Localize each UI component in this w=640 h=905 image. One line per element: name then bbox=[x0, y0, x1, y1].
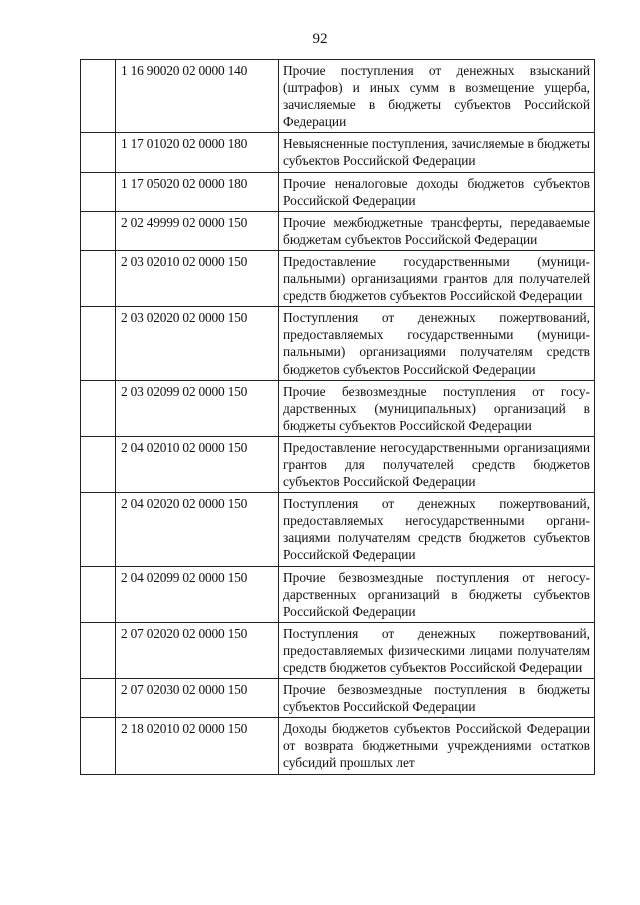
table-row bbox=[81, 718, 595, 774]
budget-classification-code: 2 02 49999 02 0000 150 bbox=[116, 211, 279, 250]
table-row bbox=[81, 380, 595, 436]
revenue-description: Поступления от денежных пожертвований, предоставляемых государственными (муниципальными) организациями получателям средств бюджетов субъектов Российской Федерации bbox=[279, 307, 595, 380]
table-row bbox=[81, 679, 595, 718]
revenue-description: Доходы бюджетов субъектов Российской Федерации от возврата бюджетными учреждениями остатков субсидий прошлых лет bbox=[279, 718, 595, 774]
admin-code-cell bbox=[81, 679, 116, 718]
admin-code-cell bbox=[81, 172, 116, 211]
admin-code-cell bbox=[81, 622, 116, 678]
budget-classification-code: 2 18 02010 02 0000 150 bbox=[116, 718, 279, 774]
budget-classification-code: 2 03 02099 02 0000 150 bbox=[116, 380, 279, 436]
budget-classification-code: 2 07 02030 02 0000 150 bbox=[116, 679, 279, 718]
revenue-description: Прочие безвозмездные поступления в бюджеты субъектов Российской Федерации bbox=[279, 679, 595, 718]
revenue-description: Прочие поступления от денежных взысканий (штрафов) и иных сумм в возмещение ущерба, зачисляемые в бюджеты субъектов Российской Федерации bbox=[279, 60, 595, 133]
admin-code-cell bbox=[81, 211, 116, 250]
revenue-description: Прочие безвозмездные поступления от государственных (муниципальных) организаций в бюджеты субъектов Российской Федерации bbox=[279, 380, 595, 436]
admin-code-cell bbox=[81, 493, 116, 566]
revenue-description: Прочие межбюджетные трансферты, передаваемые бюджетам субъектов Российской Федерации bbox=[279, 211, 595, 250]
admin-code-cell bbox=[81, 133, 116, 172]
budget-classification-code: 2 04 02010 02 0000 150 bbox=[116, 436, 279, 492]
budget-classification-code: 2 04 02099 02 0000 150 bbox=[116, 566, 279, 622]
table-row bbox=[81, 250, 595, 306]
admin-code-cell bbox=[81, 566, 116, 622]
revenue-description: Поступления от денежных пожертвований, предоставляемых физическими лицами получателям средств бюджетов субъектов Российской Федерации bbox=[279, 622, 595, 678]
admin-code-cell bbox=[81, 250, 116, 306]
table-row bbox=[81, 307, 595, 380]
table-row bbox=[81, 60, 595, 133]
admin-code-cell bbox=[81, 60, 116, 133]
table-row bbox=[81, 133, 595, 172]
revenue-description: Предоставление государственными (муниципальными) организациями грантов для получателей средств бюджетов субъектов Российской Федерации bbox=[279, 250, 595, 306]
revenue-description: Прочие неналоговые доходы бюджетов субъектов Российской Федерации bbox=[279, 172, 595, 211]
revenue-description: Невыясненные поступления, зачисляемые в бюджеты субъектов Российской Федерации bbox=[279, 133, 595, 172]
budget-classification-code: 1 16 90020 02 0000 140 bbox=[116, 60, 279, 133]
budget-classification-code: 2 07 02020 02 0000 150 bbox=[116, 622, 279, 678]
admin-code-cell bbox=[81, 718, 116, 774]
admin-code-cell bbox=[81, 380, 116, 436]
table-row bbox=[81, 493, 595, 566]
budget-classification-code: 1 17 05020 02 0000 180 bbox=[116, 172, 279, 211]
page-number: 92 bbox=[312, 31, 328, 47]
budget-classification-code: 2 04 02020 02 0000 150 bbox=[116, 493, 279, 566]
table-row bbox=[81, 436, 595, 492]
admin-code-cell bbox=[81, 436, 116, 492]
revenue-description: Прочие безвозмездные поступления от негосударственных организаций в бюджеты субъектов Российской Федерации bbox=[279, 566, 595, 622]
budget-classification-code: 1 17 01020 02 0000 180 bbox=[116, 133, 279, 172]
table-row bbox=[81, 172, 595, 211]
budget-classification-code: 2 03 02020 02 0000 150 bbox=[116, 307, 279, 380]
revenue-description: Поступления от денежных пожертвований, предоставляемых негосударственными организациями получателям средств бюджетов субъектов Российской Федерации bbox=[279, 493, 595, 566]
revenue-codes-table bbox=[80, 59, 595, 775]
table-row bbox=[81, 566, 595, 622]
table-row bbox=[81, 622, 595, 678]
budget-classification-code: 2 03 02010 02 0000 150 bbox=[116, 250, 279, 306]
admin-code-cell bbox=[81, 307, 116, 380]
revenue-description: Предоставление негосударственными организациями грантов для получателей средств бюджетов субъектов Российской Федерации bbox=[279, 436, 595, 492]
table-row bbox=[81, 211, 595, 250]
